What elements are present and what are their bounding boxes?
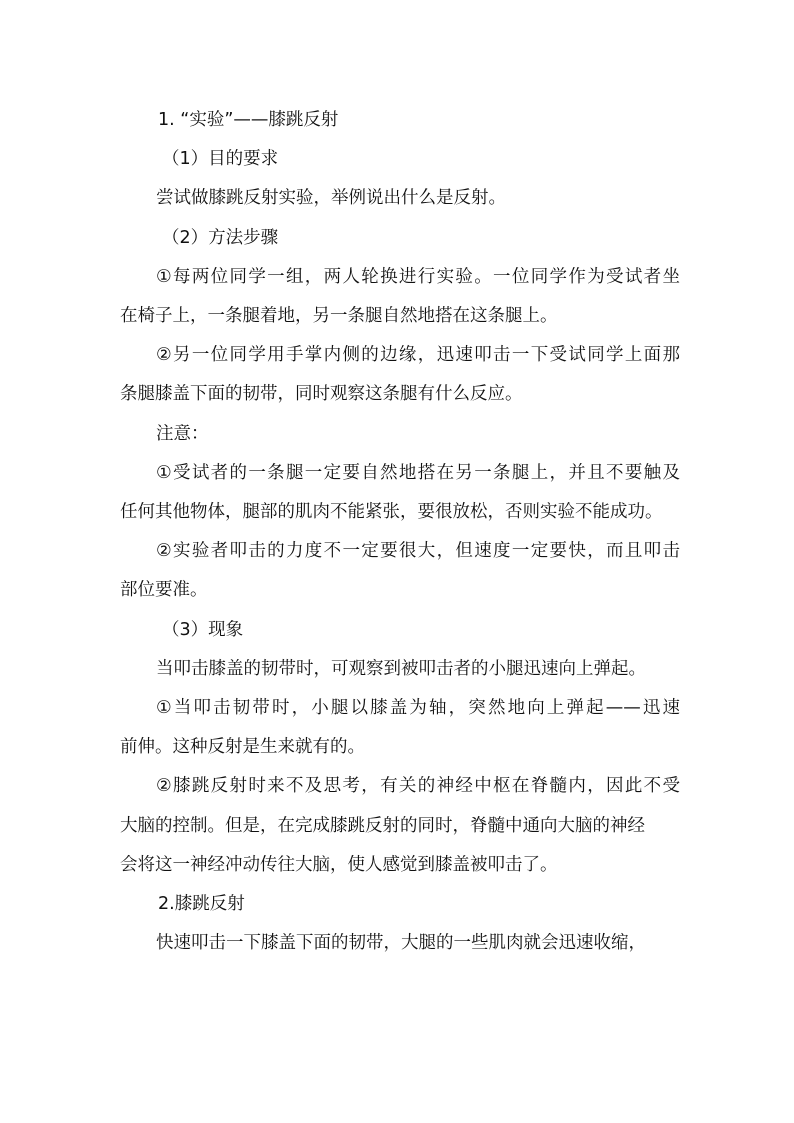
phenomenon-1-line-2: 前伸。这种反射是生来就有的。 <box>120 737 365 758</box>
section-title-knee-jerk-reflex: 2.膝跳反射 <box>158 894 245 915</box>
purpose-text: 尝试做膝跳反射实验，举例说出什么是反射。 <box>156 188 506 209</box>
note-2-line-1: ②实验者叩击的力度不一定要很大，但速度一定要快，而且叩击 <box>156 541 680 562</box>
note-1-line-1: ①受试者的一条腿一定要自然地搭在另一条腿上，并且不要触及 <box>156 462 680 483</box>
subheading-phenomenon: （3）现象 <box>162 619 244 640</box>
reflex-description-line-1: 快速叩击一下膝盖下面的韧带，大腿的一些肌肉就会迅速收缩， <box>156 933 646 954</box>
note-label: 注意： <box>156 423 209 444</box>
note-1-line-2: 任何其他物体，腿部的肌肉不能紧张，要很放松，否则实验不能成功。 <box>120 502 663 523</box>
phenomenon-text: 当叩击膝盖的韧带时，可观察到被叩击者的小腿迅速向上弹起。 <box>156 658 646 679</box>
phenomenon-2-line-3: 会将这一神经冲动传往大脑，使人感觉到膝盖被叩击了。 <box>120 854 558 875</box>
method-step-1-line-1: ①每两位同学一组，两人轮换进行实验。一位同学作为受试者坐 <box>156 266 680 287</box>
method-step-2-line-2: 条腿膝盖下面的韧带，同时观察这条腿有什么反应。 <box>120 384 523 405</box>
document-body <box>120 101 680 963</box>
phenomenon-2-line-2: 大脑的控制。但是，在完成膝跳反射的同时，脊髓中通向大脑的神经 <box>120 815 645 836</box>
method-step-2-line-1: ②另一位同学用手掌内侧的边缘，迅速叩击一下受试同学上面那 <box>156 345 680 366</box>
subheading-purpose: （1）目的要求 <box>162 149 279 170</box>
section-title-knee-jerk-experiment: 1. “实验”——膝跳反射 <box>158 110 339 130</box>
phenomenon-1-line-1: ①当叩击韧带时，小腿以膝盖为轴，突然地向上弹起——迅速 <box>156 698 680 719</box>
subheading-method: （2）方法步骤 <box>162 227 279 248</box>
method-step-1-line-2: 在椅子上，一条腿着地，另一条腿自然地搭在这条腿上。 <box>120 306 558 327</box>
note-2-line-2: 部位要准。 <box>120 580 208 601</box>
phenomenon-2-line-1: ②膝跳反射时来不及思考，有关的神经中枢在脊髓内，因此不受 <box>156 776 680 797</box>
